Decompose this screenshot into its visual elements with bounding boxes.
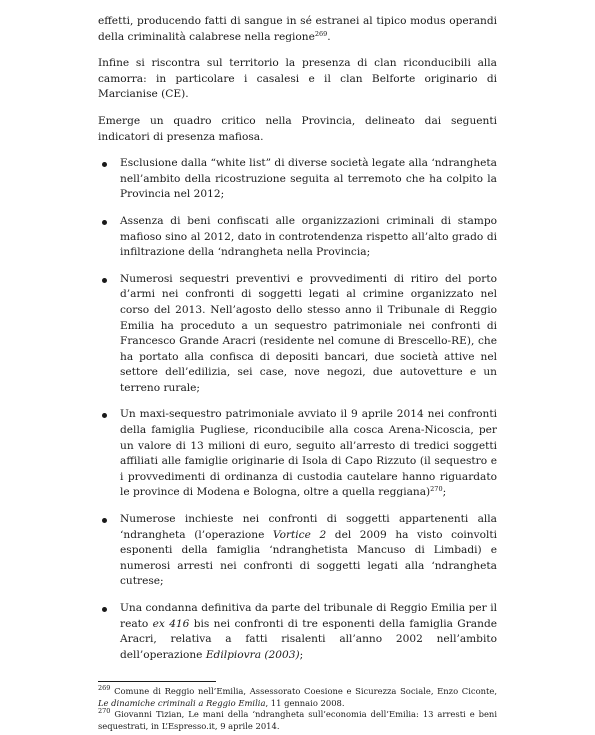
footnote-number: 269 [98,684,111,693]
bullet-icon [102,220,107,225]
list-item [98,272,497,397]
footnote-divider [98,681,216,682]
paragraph-indicators: Emerge un quadro critico nella Provincia, delineato dai seguenti indicatori di presenza mafiosa. [98,114,497,143]
paragraph-camorra: Infine si riscontra sul territorio la presenza di clan riconducibili alla camorra: in particolare i casalesi e il clan Belforte originario di Marcianise (CE). [98,57,497,101]
list-item [98,512,497,590]
list-item [98,156,497,203]
footnote-ref-270[interactable]: 270 [430,485,443,494]
bullet-icon [102,607,107,612]
paragraph-text: effetti, producendo fatti di sangue in sé estranei al tipico modus operandi della criminalità calabrese nella regione [98,15,497,43]
bullet-icon [102,413,107,418]
list-item [98,601,497,663]
operation-name: Vortice 2 [272,528,327,541]
list-item-text: Un maxi-sequestro patrimoniale avviato il 9 aprile 2014 nei confronti della famiglia Pugliese, riconducibile alla cosca Arena-Nicoscia, per un valore di 13 milioni di euro, seguito all’arresto di tredici soggetti affiliati alle famiglie originarie di Isola di Capo Rizzuto (il sequestro e i provvedimenti di ordinanza di custodia cautelare hanno riguardato le province di Modena e Bologna, oltre a quella reggiana)$^{270}$; [120,408,497,499]
footnote-title: Le dinamiche criminali a Reggio Emilia [98,697,266,708]
footnote-270: $^{270}$ Giovanni Tizian, Le mani della ‘ndrangheta sull’economia dell’Emilia: 13 arresti e beni sequestrati, in L’Espresso.it, 9 aprile 2014. [98,707,497,731]
list-item-text: Esclusione dalla “white list” di diverse società legate alla ‘ndrangheta nell’ambito della ricostruzione seguita al terremoto che ha colpito la Provincia nel 2012; [120,157,497,201]
list-item [98,214,497,261]
list-item [98,407,497,501]
list-item-text: Numerose inchieste nei confronti di soggetti appartenenti alla ‘ndrangheta (l’operazione Vortice 2 del 2009 ha visto coinvolti esponenti della famiglia ‘ndranghetista Mancuso di Limbadi) e numerosi arresti nei confronti di soggetti legati alla ‘ndrangheta cutrese; [120,513,498,588]
operation-name: Edilpiovra (2003) [205,648,300,661]
list-item-text: Una condanna definitiva da parte del tribunale di Reggio Emilia per il reato ex 416 bis nei confronti di tre esponenti della famiglia Grande Aracri, relativa a fatti risalenti all’anno 2002 nell’ambito dell’operazione Edilpiovra (2003); [120,602,497,661]
bullet-icon [102,278,107,283]
footnote-ref-269[interactable]: 269 [314,29,328,38]
footnote-number: 270 [98,707,111,716]
bullet-icon [102,518,107,523]
paragraph-intro: effetti, producendo fatti di sangue in sé estranei al tipico modus operandi della criminalità calabrese nella regione$^{269}$. [98,15,497,43]
indicator-list [98,156,497,663]
bullet-icon [102,162,107,167]
list-item-text: Assenza di beni confiscati alle organizzazioni criminali di stampo mafioso sino al 2012, dato in controtendenza rispetto all’alto grado di infiltrazione della ‘ndrangheta nella Provincia; [120,214,497,259]
footnote-269: $^{269}$ Comune di Reggio nell’Emilia, Assessorato Coesione e Sicurezza Sociale, Enzo Ciconte, Le dinamiche criminali a Reggio Emilia, 11 gennaio 2008. [98,684,497,708]
list-item-text: Numerosi sequestri preventivi e provvedimenti di ritiro del porto d’armi nei confronti di soggetti legati al crimine organizzato nel corso del 2013. Nell’agosto dello stesso anno il Tribunale di Reggio Emilia ha proceduto a un sequestro patrimoniale nei confronti di Francesco Grande Aracri (residente nel comune di Brescello-RE), che ha portato alla confisca di depositi bancari, due società attive nel settore dell’edilizia, sei case, nove negozi, due autovetture e un terreno rurale; [120,272,497,394]
legal-reference: ex 416 [152,617,190,630]
